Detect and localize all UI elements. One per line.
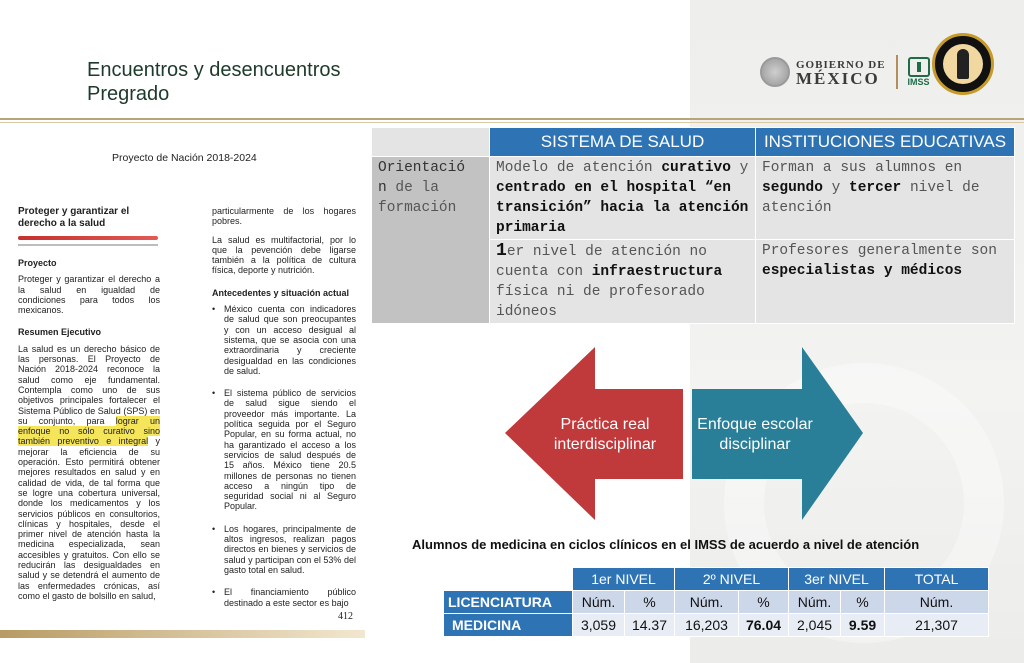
data-cell: 2,045 — [789, 614, 841, 637]
table-row — [444, 568, 989, 591]
cell-instituciones-2 — [756, 240, 1015, 324]
cell-sistema-2 — [490, 240, 756, 324]
cell-text: Forman a sus alumnos en — [762, 160, 963, 176]
cell-text: nivel de atención — [762, 180, 980, 216]
cell-text-bold: 1 — [496, 241, 507, 261]
list-item: • México cuenta con indicadores de salud que son preocupantes y con un acceso desigual al sistema, que se asocia con una extraordinaria y creciente desigualdad en las condiciones de salud. — [212, 304, 356, 376]
gob-big-text: MÉXICO — [796, 69, 880, 88]
slide-title — [87, 58, 341, 106]
row-label-medicina: MEDICINA — [444, 614, 573, 637]
page-number: 412 — [338, 610, 353, 622]
header-sistema-salud: SISTEMA DE SALUD — [490, 128, 756, 157]
header-rule — [0, 118, 1024, 120]
header-3er-nivel: 3er NIVEL — [789, 568, 885, 591]
subheader-cell: % — [739, 591, 789, 614]
header-instituciones: INSTITUCIONES EDUCATIVAS — [756, 128, 1015, 157]
table-row — [444, 614, 989, 637]
subheader-cell: % — [841, 591, 885, 614]
row-label-part: Orientació — [378, 160, 466, 176]
subheader-cell: Núm. — [573, 591, 625, 614]
gobierno-text — [796, 58, 886, 86]
cell-text: y — [822, 180, 850, 196]
document-right-column — [212, 206, 356, 620]
imss-icon — [908, 57, 930, 77]
intro-1: particularmente de los hogares pobres. — [212, 206, 356, 227]
antecedentes-list — [212, 304, 356, 608]
table-row — [372, 157, 1015, 240]
subheader-cell: Núm. — [789, 591, 841, 614]
cell-text: er nivel de atención no cuenta con — [496, 244, 707, 280]
intro-2: La salud es multifactorial, por lo que la pevención debe ligarse también a la política de cultura física, deporte y nutrición. — [212, 234, 356, 276]
left-arrow-label: Práctica real interdisciplinar — [553, 416, 657, 453]
resumen-text — [18, 344, 160, 601]
cell-text: física ni de profesorado idóneos — [496, 284, 705, 320]
row-label-part: n — [378, 180, 387, 196]
header-1er-nivel: 1er NIVEL — [573, 568, 675, 591]
table-row — [372, 128, 1015, 157]
row-label-licenciatura: LICENCIATURA — [444, 591, 573, 614]
background-panel — [690, 0, 1024, 663]
section-red-bar — [18, 236, 158, 240]
header-rule-thin — [0, 122, 1024, 123]
subheader-cell: Núm. — [675, 591, 739, 614]
academia-seal-logo — [932, 33, 994, 95]
arrows-diagram — [505, 345, 865, 525]
resumen-label: Resumen Ejecutivo — [18, 327, 102, 338]
imss-logo — [908, 57, 930, 87]
imss-label: IMSS — [907, 77, 930, 87]
cell-sistema-1 — [490, 157, 756, 240]
cell-text-bold: especialistas y médicos — [762, 263, 963, 279]
proyecto-label: Proyecto — [18, 258, 57, 268]
document-heading: Proyecto de Nación 2018-2024 — [112, 152, 257, 164]
gobierno-logo — [760, 55, 930, 89]
cell-text-bold: centrado en el hospital “en transición” hacia la atención primaria — [496, 180, 749, 236]
gob-small-text: GOBIERNO DE — [796, 59, 886, 71]
title-line-1: Encuentros y desencuentros — [87, 59, 341, 81]
subheader-cell: Núm. — [885, 591, 989, 614]
national-seal-icon — [760, 57, 790, 87]
header-blank-cell — [372, 128, 490, 157]
data-cell: 21,307 — [885, 614, 989, 637]
cell-text-bold: tercer — [849, 180, 902, 196]
list-item: • El financiamiento público destinado a este sector es bajo — [212, 587, 356, 608]
cell-text-bold: curativo — [661, 160, 731, 176]
stats-blank-cell — [444, 568, 573, 591]
cell-text: y — [730, 160, 749, 176]
section-grey-bar — [18, 244, 158, 246]
list-item: • El sistema público de servicios de salud sigue siendo el proveedor más importante. La política seguida por el Seguro Popular, en su forma actual, no ha garantizado el acceso a los servicios de salud después de 15 años. México tiene 20.5 millones de personas no tienen acceso a ningún tipo de seguridad social ni al Seguro Popular. — [212, 388, 356, 512]
cell-text: Profesores generalmente son — [762, 243, 997, 259]
document-footer-bar — [0, 630, 365, 638]
header-2do-nivel: 2º NIVEL — [675, 568, 789, 591]
resumen-part-b: y mejorar la eficiencia de su operación. Esto permitirá obtener mejores resultados en salud y en calidad de vida, de tal forma que se logre una cobertura universal, donde los medicamentos y los servicios públicos en consultorios, clínicas y hospitales, desde el primer nivel de atención hasta la medicina especializada, sean accesibles y gratuitos. Con ello se reducirán las desigualdades en salud y se detendrá el aumento de las enfermedades crónicas, así como el gasto de bolsillo en salud, — [18, 436, 160, 601]
antecedentes-label: Antecedentes y situación actual — [212, 287, 350, 298]
subheader-cell: % — [625, 591, 675, 614]
table-row — [444, 591, 989, 614]
resumen-highlight: lograr un enfoque no sólo curativo sino también preventivo e integral — [18, 415, 160, 447]
document-scan — [0, 128, 365, 628]
section-title: Proteger y garantizar el derecho a la salud — [18, 206, 130, 229]
row-label-part: de la formación — [378, 180, 457, 216]
cell-instituciones-1 — [756, 157, 1015, 240]
data-cell: 16,203 — [675, 614, 739, 637]
proyecto-text: Proteger y garantizar el derecho a la salud en igualdad de condiciones para todos los mexicanos. — [18, 274, 160, 316]
data-cell: 76.04 — [739, 614, 789, 637]
stats-table — [443, 567, 989, 637]
row-label-orientacion — [372, 157, 490, 324]
cell-text: Modelo de atención — [496, 160, 662, 176]
data-cell: 9.59 — [841, 614, 885, 637]
academia-seal-inner — [943, 44, 983, 84]
resumen-part-a: La salud es un derecho básico de las personas. El Proyecto de Nación 2018-2024 reconoce la salud como eje fundamental. Contempla como uno de sus objetivos principales fortalecer el Sistema Público de Salud (SPS) en su conjunto, para — [18, 343, 160, 426]
data-cell: 14.37 — [625, 614, 675, 637]
title-line-2: Pregrado — [87, 83, 170, 105]
list-item: • Los hogares, principalmente de altos ingresos, realizan pagos directos en bienes y servicios de salud y participan con el 53% del gasto total en salud. — [212, 524, 356, 575]
cell-text-bold: infraestructura — [591, 264, 723, 280]
statue-icon — [957, 49, 969, 79]
cell-text-bold: segundo — [762, 180, 823, 196]
logo-divider — [896, 55, 898, 89]
comparison-table — [371, 127, 1015, 324]
right-arrow-label: Enfoque escolar disciplinar — [697, 416, 813, 453]
data-cell: 3,059 — [573, 614, 625, 637]
header-total: TOTAL — [885, 568, 989, 591]
stats-caption: Alumnos de medicina en ciclos clínicos en el IMSS de acuerdo a nivel de atención — [412, 537, 920, 552]
document-left-column — [18, 206, 160, 609]
